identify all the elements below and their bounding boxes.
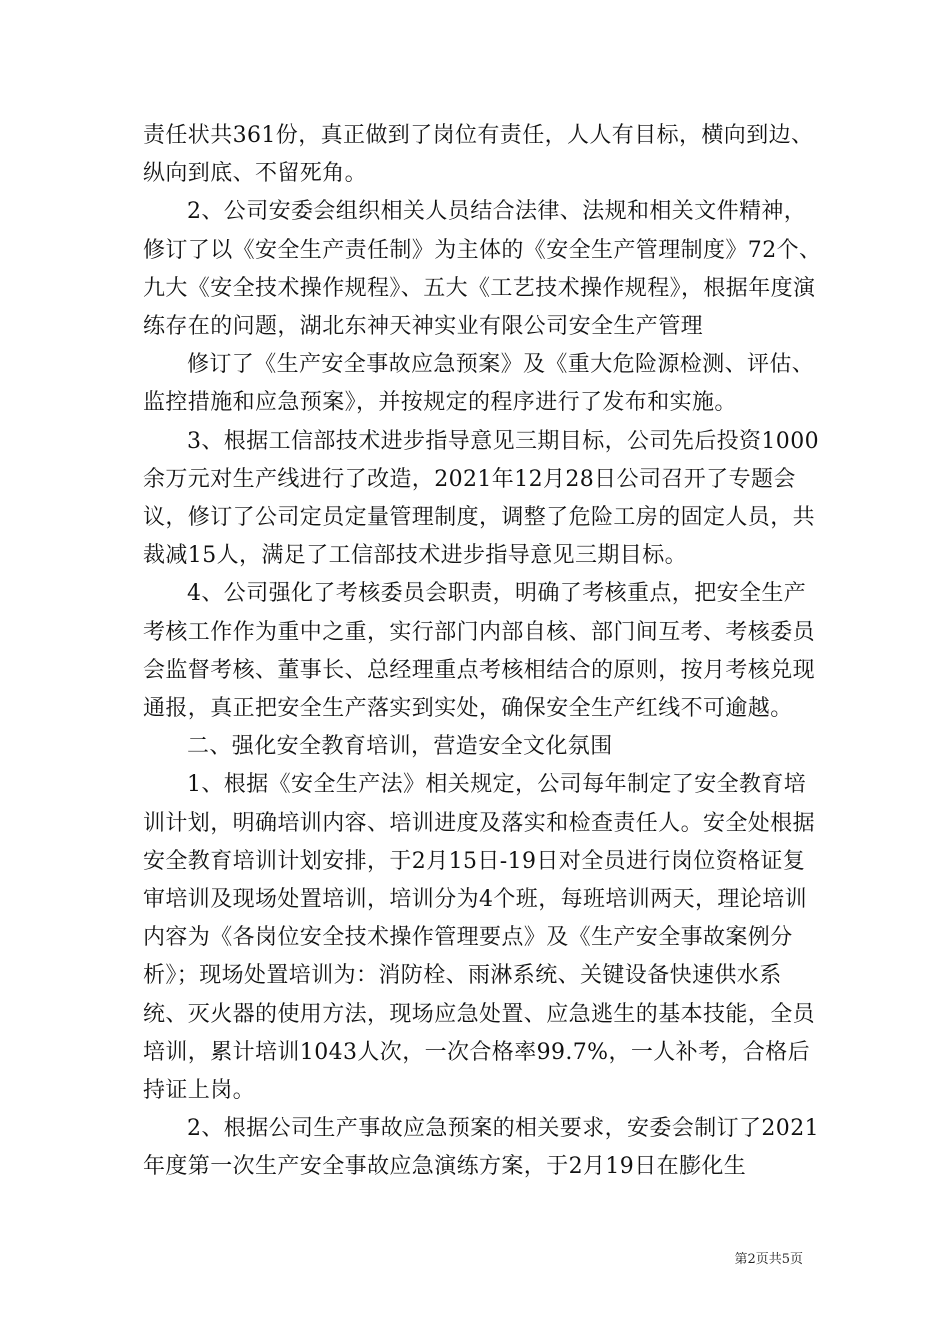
paragraph-7: 2、根据公司生产事故应急预案的相关要求，安委会制订了2021年度第一次生产安全事故应急演练方案，于2月19日在膨化生 [143,1116,819,1180]
paragraph-1: 责任状共361份，真正做到了岗位有责任，人人有目标，横向到边、纵向到底、不留死角。 [143,123,814,187]
paragraph-3: 修订了《生产安全事故应急预案》及《重大危险源检测、评估、监控措施和应急预案》，并按规定的程序进行了发布和实施。 [143,352,815,416]
section-heading: 二、强化安全教育培训，营造安全文化氛围 [187,734,613,760]
paragraph-4: 3、根据工信部技术进步指导意见三期目标，公司先后投资1000余万元对生产线进行了改造，2021年12月28日公司召开了专题会议，修订了公司定员定量管理制度，调整了危险工房的固定人员，共裁减15人，满足了工信部技术进步指导意见三期目标。 [143,428,819,569]
page-number: 第2页共5页 [734,1252,803,1267]
paragraph-2: 2、公司安委会组织相关人员结合法律、法规和相关文件精神，修订了以《安全生产责任制》为主体的《安全生产管理制度》72个、九大《安全技术操作规程》、五大《工艺技术操作规程》，根据年度演练存在的问题，湖北东神天神实业有限公司安全生产管理 [143,199,822,340]
document-body [143,117,823,1187]
paragraph-5: 4、公司强化了考核委员会职责，明确了考核重点，把安全生产考核工作作为重中之重，实行部门内部自核、部门间互考、考核委员会监督考核、董事长、总经理重点考核相结合的原则，按月考核兑现通报，真正把安全生产落实到实处，确保安全生产红线不可逾越。 [143,581,816,722]
paragraph-6: 1、根据《安全生产法》相关规定，公司每年制定了安全教育培训计划，明确培训内容、培训进度及落实和检查责任人。安全处根据安全教育培训计划安排，于2月15日-19日对全员进行岗位资格证复审培训及现场处置培训，培训分为4个班，每班培训两天，理论培训内容为《各岗位安全技术操作管理要点》及《生产安全事故案例分析》；现场处置培训为：消防栓、雨淋系统、关键设备快速供水系统、灭火器的使用方法，现场应急处置、应急逃生的基本技能，全员培训，累计培训1043人次，一次合格率99.7%，一人补考，合格后持证上岗。 [143,772,816,1104]
